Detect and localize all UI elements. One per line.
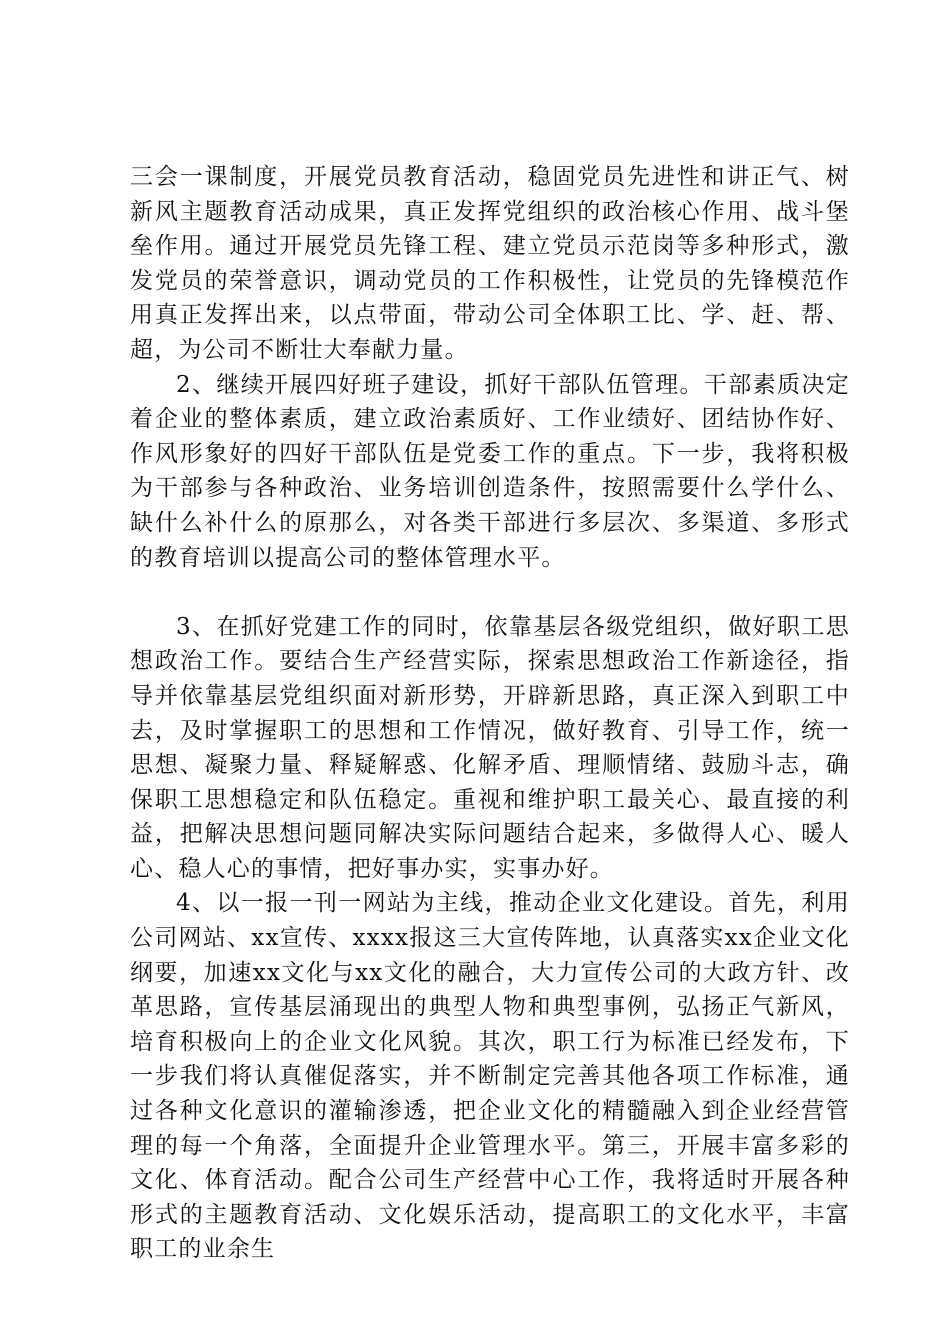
paragraph-ideological-work: 3、在抓好党建工作的同时，依靠基层各级党组织，做好职工思想政治工作。要结合生产经营实际，探索思想政治工作新途径，指导并依靠基层党组织面对新形势，开辟新思路，真正深入到职工中去，及时掌握职工的思想和工作情况，做好教育、引导工作，统一思想、凝聚力量、释疑解惑、化解矛盾、理顺情绪、鼓励斗志，确保职工思想稳定和队伍稳定。重视和维护职工最关心、最直接的利益，把解决思想问题同解决实际问题结合起来，多做得人心、暖人心、稳人心的事情，把好事办实，实事办好。 [130,613,850,882]
paragraph-cadre-team: 2、继续开展四好班子建设，抓好干部队伍管理。干部素质决定着企业的整体素质，建立政治素质好、工作业绩好、团结协作好、作风形象好的四好干部队伍是党委工作的重点。下一步，我将积极为干部参与各种政治、业务培训创造条件，按照需要什么学什么、缺什么补什么的原那么，对各类干部进行多层次、多渠道、多形式的教育培训以提高公司的整体管理水平。 [130,371,850,571]
paragraph-party-education: 三会一课制度，开展党员教育活动，稳固党员先进性和讲正气、树新风主题教育活动成果，真正发挥党组织的政治核心作用、战斗堡垒作用。通过开展党员先锋工程、建立党员示范岗等多种形式，激发党员的荣誉意识，调动党员的工作积极性，让党员的先锋模范作用真正发挥出来，以点带面，带动公司全体职工比、学、赶、帮、超，为公司不断壮大奉献力量。 [130,164,850,363]
document-body [130,160,850,1267]
paragraph-corporate-culture: 4、以一报一刊一网站为主线，推动企业文化建设。首先，利用公司网站、xx宣传、xxxx报这三大宣传阵地，认真落实xx企业文化纲要，加速xx文化与xx文化的融合，大力宣传公司的大政方针、改革思路，宣传基层涌现出的典型人物和典型事例，弘扬正气新风，培育积极向上的企业文化风貌。其次，职工行为标准已经发布，下一步我们将认真催促落实，并不断制定完善其他各项工作标准，通过各种文化意识的灌输渗透，把企业文化的精髓融入到企业经营管理的每一个角落，全面提升企业管理水平。第三，开展丰富多彩的文化、体育活动。配合公司生产经营中心工作，我将适时开展各种形式的主题教育活动、文化娱乐活动，提高职工的文化水平，丰富职工的业余生 [130,890,850,1263]
